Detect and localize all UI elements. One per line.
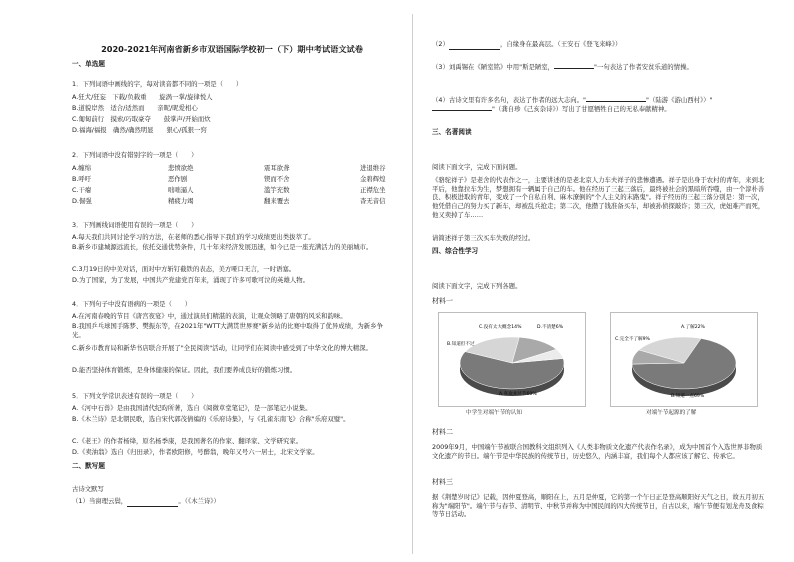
fill-prefix: （1）当窗理云鬓， [72, 497, 128, 505]
reading-intro: 阅读下面文字，完成下面问题。 [432, 163, 522, 171]
material-label: 材料三 [432, 478, 453, 486]
option: A.狂犬/狂妄 下载/负载重 旋涡一掌/旋律悦人 [72, 93, 213, 101]
option: C.3月19日的中美对话，面对中方斩钉截铁的表态，美方哑口无言，一时语塞。 [72, 265, 296, 273]
option-cell: 恶作剧 [168, 175, 188, 183]
fill-prefix: （3）刘禹锡在《陋室铭》中用"斯是陋室， [432, 63, 555, 71]
option: C.《老王》的作者杨绛，原名杨季康，是我国著名的作家、翻译家、文学研究家。 [72, 437, 303, 445]
pie-chart-1 [439, 313, 585, 406]
option-grid [72, 164, 360, 173]
material-text: 据《荆楚岁时记》记载，因仲夏登高，顺阳在上，五月是仲夏，它的第一个午日正是登高顺阳好天气之日，故五月初五称为"端阳节"。端午节与春节、清明节、中秋节并称为中国民间的四大传统节日，自古以来，端午节便有划龙舟及食粽等节日活动。 [432, 493, 765, 519]
section-heading: 四、综合性学习 [432, 247, 479, 255]
option-cell: A.缠绵 [72, 164, 92, 172]
option: D.能否坚持体育锻炼，是身体健康的保证。因此，我们要养成良好的锻炼习惯。 [72, 366, 297, 374]
page-title: 2020-2021年河南省新乡市双语国际学校初一（下）期中考试语文试卷 [101, 44, 363, 54]
fill-prefix: （2） [432, 40, 449, 48]
section-heading: 二、默写题 [72, 462, 105, 470]
fill-prefix: （4）古诗文里有许多名句，表达了作者的远大志向。" [432, 96, 586, 104]
question-stem: 5．下列文学常识表述有误的一项是（ ） [72, 392, 198, 400]
question-stem: 3．下列画线词语使用有误的一项是（ ） [72, 221, 198, 229]
slice-label: C.没有太大概念14% [479, 325, 522, 330]
slice-label: A.喜欢并过节60% [499, 392, 537, 397]
question-stem: 4．下列句子中没有语病的一项是（ ） [72, 300, 192, 308]
option-cell: 滥竽充数 [264, 186, 290, 194]
option: B.道貌岸然 适合/适然而 亲昵/昵爱相心 [72, 104, 198, 112]
fill-source: "（龚自珍《己亥杂诗》）写出了甘愿牺牲自己的无私奉献精神。 [492, 104, 671, 113]
question-stem: 2．下列词语中没有错别字的一项是（ ） [72, 151, 198, 159]
fill-source: "一句表达了作者安贫乐道的情操。 [594, 63, 693, 71]
option-cell: C.干瘪 [72, 186, 92, 194]
option: D.为了国家，为了发展，中国共产党建党百年来，涌现了许多可歌可泣的英雄人物。 [72, 276, 310, 284]
option: A.在河南春晚的节目《唐宫夜宴》中，通过演员们精湛的表演，让观众领略了唐朝的风采和韵味。 [72, 312, 347, 320]
answer-blank[interactable] [127, 497, 178, 507]
option-cell: 正襟危坐 [360, 186, 386, 194]
option-cell: 悲愤欲绝 [168, 164, 194, 172]
option: A.《河中石兽》是由我国清代纪昀所著，选自《阅微草堂笔记》，是一部笔记小说集。 [72, 404, 312, 412]
answer-blank[interactable] [586, 101, 646, 102]
option-cell: 震耳欲聋 [264, 164, 290, 172]
fill-line [432, 96, 768, 113]
option: B.我国乒乓球国手陈梦、樊振东等，在2021年"WTT大满贯世界赛"新乡站的比赛中取得了优异成绩，为新乡争光。 [72, 322, 383, 339]
option-cell: 翻来覆去 [264, 197, 290, 205]
answer-blank[interactable] [432, 110, 492, 111]
option: A.每天我们共同讨论学习的方法，在老师的悉心指导下我们的学习成绩更出类拔萃了。 [72, 233, 315, 241]
material-label: 材料一 [432, 297, 453, 305]
section-heading: 一、单选题 [72, 60, 105, 68]
option-cell: B.呼吁 [72, 175, 92, 183]
material-label: 材料二 [432, 428, 453, 436]
fill-line [72, 497, 220, 507]
slice-label: A.了解22% [681, 325, 705, 330]
option: D.福海/福报 确然/确然明显 狠心/孤狠一窍 [72, 126, 207, 134]
option-cell: 金碧辉煌 [360, 175, 386, 183]
reading-passage: 《骆驼祥子》是老舍的代表作之一，主要讲述的是老北京人力车夫祥子的悲惨遭遇。祥子是出身于农村的青年，来到北平后，他靠拉车为生，梦想拥有一辆属于自己的车。他在经历了三起三落后，最终被社会的黑暗所吞噬，由一个淳朴善良、积极进取的青年，变成了一个自私自利、麻木潦倒的"个人主义的末路鬼"。祥子经历的三起三落分别是：第一次，他凭借自己的努力买了新车，却被乱兵抢走；第二次，他攒了钱准备买车，却被孙侦探敲诈；第三次，虎妞难产而死，他又卖掉了车…… [432, 176, 765, 219]
fill-line [432, 63, 693, 72]
slice-label: B.知道一点69% [671, 394, 705, 399]
column-divider [412, 14, 413, 554]
option-cell: 精疲力竭 [168, 197, 194, 205]
option-grid [72, 197, 360, 206]
option-cell: 杳无音信 [360, 197, 386, 205]
option-cell: 进退维谷 [360, 164, 386, 172]
chart-caption: 对端午节起源的了解 [646, 410, 697, 416]
pie-chart-2 [611, 313, 757, 406]
option: D.《卖油翁》选自《归田录》，作者欧阳修，号醉翁，晚年又号六一居士，北宋文学家。 [72, 448, 319, 456]
chart-1 [438, 312, 586, 407]
chart-2 [610, 312, 758, 407]
chart-caption: 中学生对端午节的认知 [466, 410, 522, 416]
answer-blank[interactable] [449, 40, 500, 50]
slice-label: D.不清楚6% [537, 325, 564, 330]
option-grid [72, 175, 360, 184]
fill-source: 。（《木兰诗》） [178, 497, 220, 505]
option: C.新乡市教育局和新华书店联合开展了"全民阅读"活动，让同学们在阅读中感受到了中华文化的博大精深。 [72, 344, 372, 352]
option: B.《木兰诗》是北朝民歌，选自宋代郭茂倩编的《乐府诗集》，与《孔雀东南飞》合称"乐府双璧"。 [72, 415, 350, 423]
fill-source: "（陆游《游山西村》）" [646, 96, 713, 104]
slice-label: C.完全不了解9% [615, 337, 650, 342]
option-cell: 咄咄逼人 [168, 186, 194, 194]
option-grid [72, 186, 360, 195]
material-text: 2009年9月，中国端午节被联合国教科文组织列入《人类非物质文化遗产代表作名录》，成为中国首个入选世界非物质文化遗产的节日。端午节是中华民族的传统节日，历史悠久，内涵丰富，我们每个人都应该了解它、传承它。 [432, 443, 763, 460]
reading-question: 请简述祥子第三次买车失败的经过。 [432, 234, 535, 242]
answer-blank[interactable] [554, 68, 594, 69]
section-heading: 三、名著阅读 [432, 128, 472, 136]
fill-line [432, 40, 621, 50]
option: C.匍匐前行 摸索/巧取豪夺 鼓掌声/开始而炊 [72, 115, 211, 123]
question-stem: 1．下列词语中画线的字，每对读音都不同的一项是（ ） [72, 80, 243, 88]
option-cell: D.倔强 [72, 197, 92, 205]
subsection-label: 古诗文默写 [72, 485, 104, 493]
fill-source: ，自缘身在最高层。（王安石《登飞来峰》） [499, 40, 622, 48]
slice-label: B.知道但不过 [447, 342, 475, 347]
combo-intro: 阅读下面文字，完成下列各题。 [432, 282, 522, 290]
option: B.新乡市建城源远流长，依托交通优势条件，几十年来经济发展迅速，如今已是一座充满活力的美丽城市。 [72, 243, 373, 251]
option-cell: 锲而不舍 [264, 175, 290, 183]
